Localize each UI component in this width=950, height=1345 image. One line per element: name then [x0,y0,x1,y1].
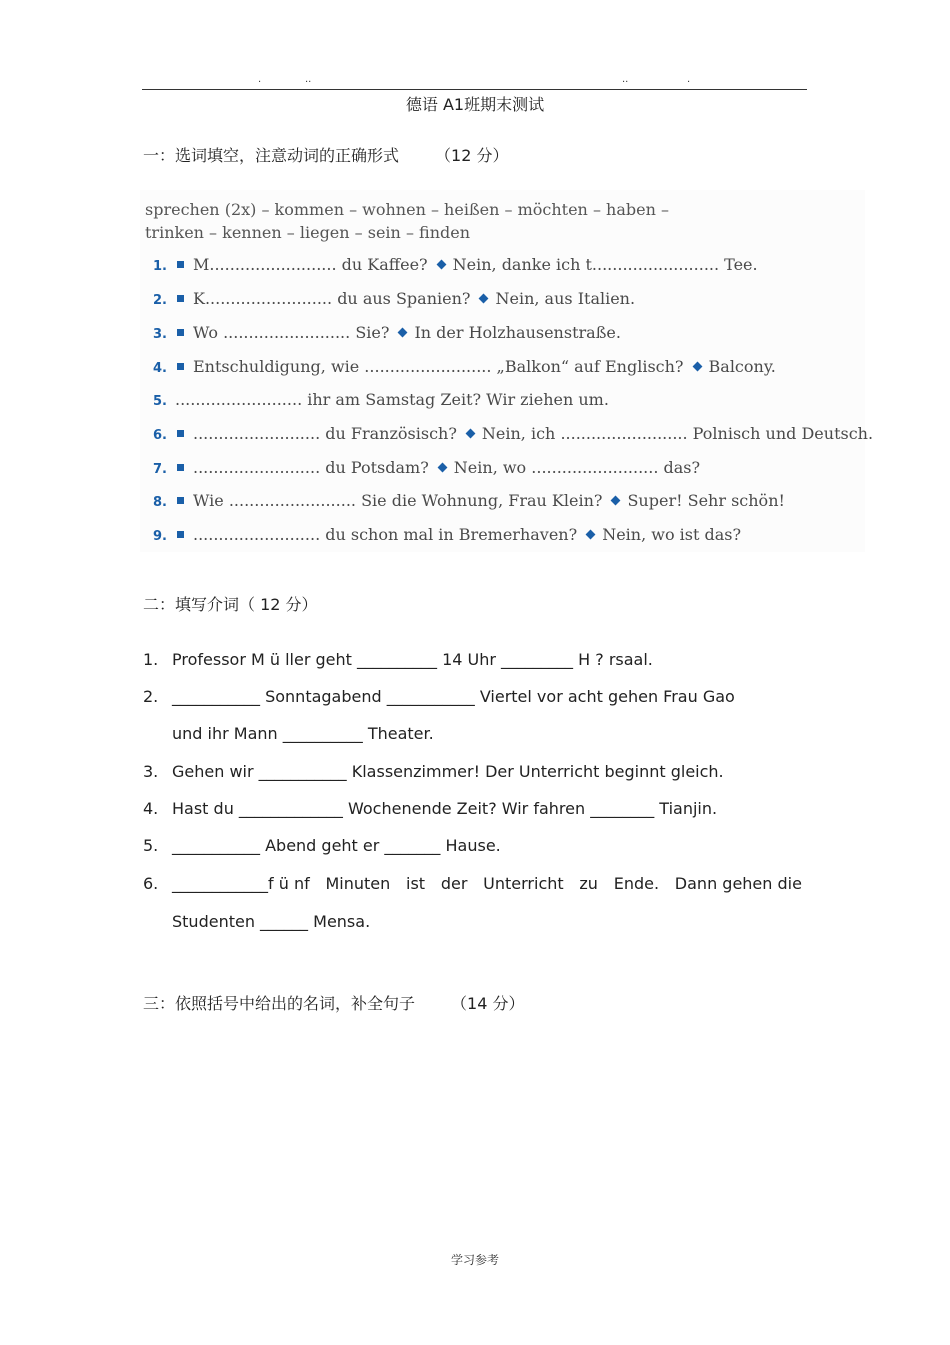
header-dot: . [258,74,262,85]
item-number: 7. [153,462,167,477]
diamond-bullet-icon [436,260,446,270]
header-dot: .. [622,74,629,85]
exercise-item [153,491,785,510]
section1-heading [143,143,508,166]
prep-word: Ende. [613,874,660,893]
prep-text: Studenten ______ Mensa. [172,912,371,931]
question-text: K......................... du aus Spanien? [193,289,471,308]
diamond-bullet-icon [611,496,621,506]
exercise-item [153,390,609,409]
question-text: Wo ......................... Sie? [193,323,390,342]
item-number: 5. [153,394,167,409]
diamond-bullet-icon [692,362,702,372]
item-number: 6. [153,428,167,443]
prep-word: Dann gehen die [674,874,802,893]
header-dot: .. [305,74,312,85]
diamond-bullet-icon [586,530,596,540]
square-bullet-icon [177,329,184,336]
prep-word: der [440,874,468,893]
question-text: ......................... du schon mal in Bremerhaven? [193,525,578,544]
prep-number: 1. [143,650,159,669]
section2-points: 12 分） [260,595,318,614]
square-bullet-icon [177,464,184,471]
prep-word: ist [406,874,426,893]
prep-word: Minuten [325,874,391,893]
section3-points: （14 分） [451,994,525,1013]
item-number: 8. [153,495,167,510]
exercise-item [153,525,741,544]
prep-number: 6. [143,874,159,893]
exercise-image [140,190,874,552]
prep-text: Professor M ü ller geht __________ 14 Uhr _________ H ? rsaal. [172,650,653,669]
document-title: 德语 A1班期末测试 [405,95,545,114]
square-bullet-icon [177,497,184,504]
item-number: 1. [153,259,167,274]
exercise-item [153,255,758,274]
prep-number: 4. [143,799,159,818]
page-footer: 学习参考 [450,1253,499,1267]
header-dot: . [687,74,691,85]
section3-heading [143,991,524,1014]
square-bullet-icon [177,531,184,538]
diamond-bullet-icon [465,429,475,439]
header-rule [142,89,807,90]
exercise-item [153,424,873,443]
square-bullet-icon [177,430,184,437]
prep-text: Gehen wir ___________ Klassenzimmer! Der Unterricht beginnt gleich. [172,762,724,781]
answer-text: Nein, wo ist das? [602,525,742,544]
prep-number: 2. [143,687,159,706]
item-number: 4. [153,361,167,376]
answer-text: Nein, danke ich t......................... Tee. [452,255,758,274]
answer-text: Nein, wo ......................... das? [453,458,701,477]
exercise-item [153,289,635,308]
answer-text: Balcony. [708,357,776,376]
item-number: 9. [153,529,167,544]
diamond-bullet-icon [437,463,447,473]
prep-text: Hast du _____________ Wochenende Zeit? Wir fahren ________ Tianjin. [172,799,718,818]
section1-heading-text: 一：选词填空，注意动词的正确形式 [143,146,400,165]
word-box-line: trinken – kennen – liegen – sein – finden [145,223,471,242]
item-number: 2. [153,293,167,308]
question-text: ......................... du Französisch? [193,424,457,443]
prep-text: und ihr Mann __________ Theater. [172,724,434,743]
word-box [145,198,669,244]
question-text: M......................... du Kaffee? [193,255,428,274]
question-text: ......................... du Potsdam? [193,458,429,477]
section3-heading-text: 三：依照括号中给出的名词，补全句子 [143,994,416,1013]
answer-text: Nein, aus Italien. [495,289,636,308]
exercise-item [153,458,700,477]
question-text: Entschuldigung, wie ......................... „Balkon“ auf Englisch? [193,357,684,376]
question-text: Wie ......................... Sie die Wohnung, Frau Klein? [193,491,603,510]
prep-text: ___________ Sonntagabend ___________ Viertel vor acht gehen Frau Gao [172,687,735,706]
item-number: 3. [153,327,167,342]
prep-word: zu [579,874,598,893]
prep-text-justified [172,874,802,893]
exercise-item [153,323,621,342]
section2-heading [143,592,318,615]
square-bullet-icon [177,363,184,370]
exercise-item [153,357,776,376]
diamond-bullet-icon [479,294,489,304]
section2-heading-text: 二：填写介词（ [143,595,256,614]
word-box-line: sprechen (2x) – kommen – wohnen – heißen – möchten – haben – [145,200,669,219]
square-bullet-icon [177,295,184,302]
answer-text: Nein, ich ......................... Polnisch und Deutsch. [481,424,874,443]
answer-text: In der Holzhausenstraße. [414,323,621,342]
prep-text: ___________ Abend geht er _______ Hause. [172,836,501,855]
prep-word: Unterricht [483,874,564,893]
question-text: ......................... ihr am Samstag Zeit? Wir ziehen um. [175,390,609,409]
prep-number: 3. [143,762,159,781]
prep-number: 5. [143,836,159,855]
answer-text: Super! Sehr schön! [627,491,785,510]
diamond-bullet-icon [398,328,408,338]
prep-word: ____________f ü nf [172,874,310,893]
square-bullet-icon [177,261,184,268]
section1-points: （12 分） [435,146,509,165]
